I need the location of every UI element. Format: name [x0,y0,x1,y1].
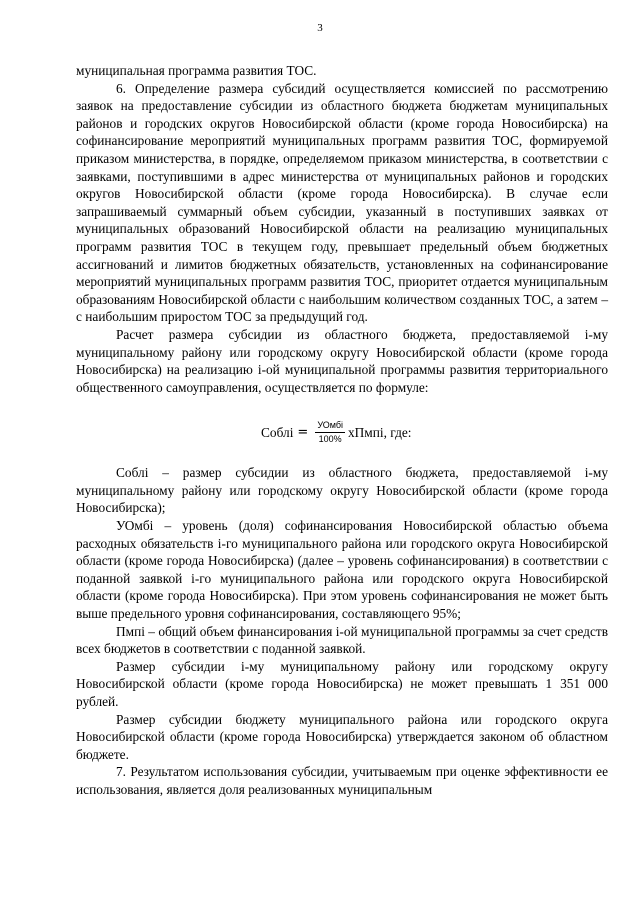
paragraph-subsidy-approval: Размер субсидии бюджету муниципального района или городского округа Новосибирской области (кроме города Новосибирска) утверждается законом об областном бюджете. [76,711,608,762]
formula-equals-sign: = [297,424,309,440]
subsidy-formula [76,404,608,458]
definition-pmp: Пмпi – общий объем финансирования i-ой муниципальной программы за счет средств всех бюджетов в соответствии с поданной заявкой. [76,623,608,657]
formula-lhs: Соблi [261,424,294,440]
paragraph-section-7: 7. Результатом использования субсидии, учитываемым при оценке эффективности ее использования, является доля реализованных муниципальным [76,764,608,797]
definition-uomb: УОмбi – уровень (доля) софинансирования Новосибирской областью объема расходных обязательств i-го муниципального района или городского округа Новосибирской области (кроме города Новосибирска) (далее – уровень софинансирования) в соответствии с поданной заявкой i-го муниципального района или городского округа Новосибирской области (кроме города Новосибирска). При этом уровень софинансирования не может быть выше предельного уровня софинансирования, составляющего 95%; [76,518,608,622]
paragraph-continuation: муниципальная программа развития ТОС. [76,63,317,78]
formula-rhs: хПмпi, где: [347,424,412,440]
formula-denominator: 100% [318,434,342,445]
paragraph-max-subsidy: Размер субсидии i-му муниципальному району или городскому округу Новосибирской области (кроме города Новосибирска) не может превышать 1 351 000 рублей. [76,658,608,709]
paragraph-section-6: 6. Определение размера субсидий осуществляется комиссией по рассмотрению заявок на предоставление субсидии из областного бюджета бюджетам муниципальных районов и городских округов Новосибирской области (кроме города Новосибирска) на софинансирование мероприятий муниципальных программ развития ТОС, формируемой приказом министерства, в порядке, определяемом приказом министерства, в соответствии с заявками, поступившими в адрес министерства от муниципальных районов и городских округов Новосибирской области (кроме города Новосибирска). В случае если запрашиваемый суммарный объем субсидии, указанный в поступивших заявках от муниципальных образований Новосибирской области на реализацию муниципальных программ развития ТОС в текущем году, превышает предельный объем бюджетных ассигнований и лимитов бюджетных обязательств, установленных на софинансирование мероприятий муниципальных программ развития ТОС, приоритет отдается муниципальным образованиям Новосибирской области с наибольшим количеством созданных ТОС, а затем – с наибольшим приростом ТОС за предыдущий год. [76,80,608,325]
definition-sobl: Соблi – размер субсидии из областного бюджета, предоставляемой i-му муниципальному району или городскому округу Новосибирской области (кроме города Новосибирска); [76,465,608,516]
paragraph-calculation-intro: Расчет размера субсидии из областного бюджета, предоставляемой i-му муниципальному району или городскому округу Новосибирской области (кроме города Новосибирска) на реализацию i-ой муниципальной программы развития территориального общественного самоуправления, осуществляется по формуле: [76,326,608,395]
formula-fraction [315,420,345,445]
document-body [76,62,608,799]
formula-numerator: УОмбi [315,420,345,433]
page-number: 3 [317,22,323,34]
